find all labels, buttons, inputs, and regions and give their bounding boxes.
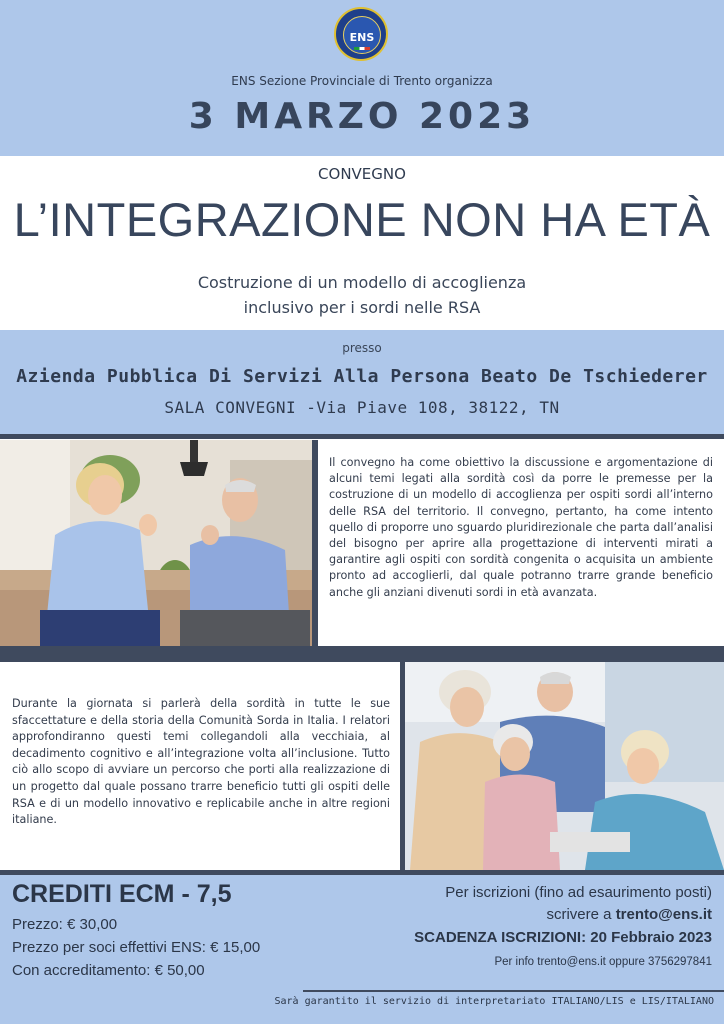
event-type: CONVEGNO [318,165,406,183]
divider [303,990,724,992]
registration-deadline: SCADENZA ISCRIZIONI: 20 Febbraio 2023 [414,929,712,946]
organizer-text: ENS Sezione Provinciale di Trento organizza [231,74,493,88]
registration-email-link[interactable]: trento@ens.it [615,906,712,923]
divider [0,870,724,875]
price-members: Prezzo per soci effettivi ENS: € 15,00 [12,939,261,956]
write-to-label: scrivere a [546,906,612,923]
divider [0,434,724,439]
ecm-credits: CREDITI ECM - 7,5 [12,880,232,908]
registration-info: Per iscrizioni (fino ad esaurimento posti) [445,884,712,901]
price-accredited: Con accreditamento: € 50,00 [12,962,205,979]
contact-info: Per info trento@ens.it oppure 3756297841 [494,956,712,968]
venue-name: Azienda Pubblica Di Servizi Alla Persona Beato De Tschiederer [16,366,708,387]
event-subtitle-line1: Costruzione di un modello di accoglienza [197,273,527,292]
registration-email-line [546,906,712,923]
event-subtitle-line2: inclusivo per i sordi nelle RSA [243,298,481,317]
description-paragraph-1: Il convegno ha come obiettivo la discussione e argomentazione di alcuni temi legati alla sordità così da porre le premesse per la costruzione di un modello di accoglienza per ospiti sordi all’interno delle RSA del territorio. Il convegno, pertanto, ha come intento quello di proporre uno sguardo pluridirezionale che parta dall’analisi del bisogno per aprire alla progettazione di interventi mirati a garantire agli ospiti con sordità congenita o acquisita un ambiente pronto ad accoglierli, dal quale potranno trarre grande beneficio anche gli anziani divenuti sordi in età avanzata. [329,456,713,599]
interpreting-notice: Sarà garantito il servizio di interpretariato ITALIANO/LIS e LIS/ITALIANO [274,996,714,1007]
photo-seniors-group [405,662,724,870]
event-title: L’INTEGRAZIONE NON HA ETÀ [13,193,711,246]
photo-seniors-signing [0,440,312,646]
event-date: 3 MARZO 2023 [188,96,536,137]
price: Prezzo: € 30,00 [12,916,118,933]
divider [312,440,318,646]
description-paragraph-2: Durante la giornata si parlerà della sordità in tutte le sue sfaccettature e della storia della Comunità Sorda in Italia. I relatori approfondiranno questi temi collegandoli alla vecchiaia, al decadimento cognitivo e all’integrazione volta all’inclusione. Tutto ciò allo scopo di avviare un percorso che porti alla realizzazione di un progetto dal quale possano trarre beneficio tutti gli ospiti delle RSA e di un modello innovativo e replicabile anche in altre regioni italiane. [12,697,390,827]
venue-presso: presso [342,341,382,355]
divider-band [0,646,724,662]
ens-logo [334,7,388,61]
venue-address: SALA CONVEGNI -Via Piave 108, 38122, TN [164,398,560,417]
ens-logo-text: ENS [349,31,375,44]
